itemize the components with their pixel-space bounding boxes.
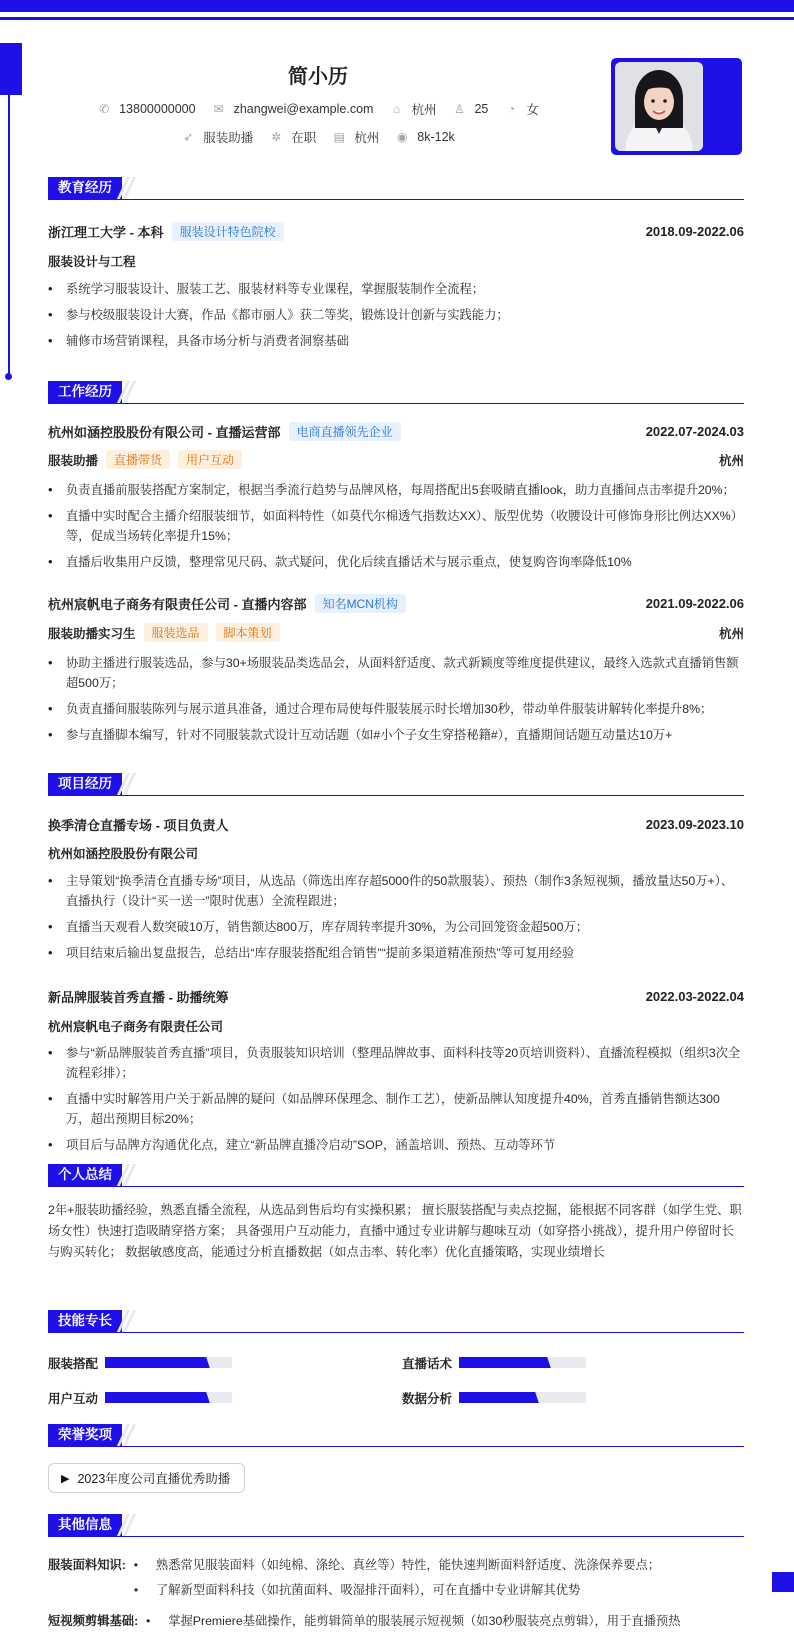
- role-tag: 用户互动: [178, 450, 242, 469]
- job-intent-row: [48, 128, 588, 146]
- project-company-text: 杭州如涵控股股份有限公司: [48, 847, 199, 861]
- other-info-row: 服装面料知识: • 熟悉常见服装面料（如纯棉、涤纶、真丝等）特性，能快速判断面料舒适度、洗涤保养要点；: [48, 1555, 744, 1575]
- project-company: [48, 844, 744, 862]
- contact-row: [48, 100, 588, 118]
- section-divider: [48, 1536, 744, 1537]
- company-name: 杭州如涵控股股份有限公司 - 直播运营部: [48, 425, 281, 440]
- left-decoration-block: [0, 43, 22, 95]
- role-tag: 直播带货: [106, 450, 170, 469]
- section-divider: [48, 1186, 744, 1187]
- education-date: 2018.09-2022.06: [645, 224, 744, 239]
- skill-name: 数据分析: [402, 1392, 453, 1406]
- city-item: [332, 128, 379, 146]
- section-divider: [48, 1332, 744, 1333]
- skill-name: 用户互动: [48, 1392, 99, 1406]
- other-info-row: • 了解新型面料科技（如抗菌面料、吸湿排汗面料），可在直播中专业讲解其优势: [126, 1580, 744, 1600]
- age-icon: ♙: [454, 102, 465, 116]
- project-date: 2022.03-2022.04: [645, 989, 744, 1004]
- other-text: 了解新型面料科技（如抗菌面料、吸湿排汗面料），可在直播中专业讲解其优势: [156, 1583, 581, 1597]
- project-company: [48, 1017, 744, 1035]
- status-item: [269, 128, 316, 146]
- award-item[interactable]: [48, 1463, 245, 1493]
- gender-icon: ◔: [507, 102, 515, 116]
- education-header-row: [48, 222, 744, 241]
- section-other: [48, 1513, 744, 1537]
- education-bullets: [48, 279, 744, 357]
- skill-item: [402, 1354, 460, 1372]
- section-projects: [48, 772, 744, 796]
- project-date: 2023.09-2023.10: [645, 817, 744, 832]
- age-item: [452, 102, 488, 116]
- section-awards: [48, 1423, 744, 1447]
- other-text: 掌握Premiere基础操作，能剪辑简单的服装展示短视频（如30秒服装亮点剪辑），用于直播预热: [168, 1614, 681, 1628]
- skill-bar: [105, 1357, 232, 1368]
- list-item: • 直播中实时解答用户关于新品牌的疑问（如品牌环保理念、制作工艺），使新品牌认知度提升40%，首秀直播销售额达300万，超出预期目标20%；: [48, 1089, 744, 1129]
- photo-frame: [611, 58, 742, 155]
- skill-name: 直播话术: [402, 1357, 453, 1371]
- role-tag: 服装选品: [144, 623, 208, 642]
- project-bullets: [48, 871, 744, 969]
- section-divider: [48, 795, 744, 796]
- skill-bar: [459, 1392, 586, 1403]
- list-item: • 主导策划“换季清仓直播专场”项目，从选品（筛选出库存超5000件的50款服装）、预热（制作3条短视频，播放量达50万+）、直播执行（设计“买一送一”限时优惠）全流程跟进；: [48, 871, 744, 911]
- project-bullets: [48, 1043, 744, 1161]
- skill-item: [48, 1389, 106, 1407]
- education-major: [48, 252, 744, 270]
- list-item: • 参与直播脚本编写，针对不同服装款式设计互动话题（如#小个子女生穿搭秘籍#），直播期间话题互动量达10万+: [48, 725, 744, 745]
- job-icon: ➶: [183, 130, 194, 144]
- work-city: 杭州: [718, 453, 744, 468]
- email-text: zhangwei@example.com: [233, 102, 374, 116]
- left-decoration-line: [8, 95, 10, 377]
- list-item: • 协助主播进行服装选品，参与30+场服装品类选品会，从面料舒适度、款式新颖度等维度提供建议，最终入选款式直播销售额超500万；: [48, 653, 744, 693]
- role-tag: 脚本策划: [216, 623, 280, 642]
- status-text: 在职: [291, 131, 317, 145]
- section-education: [48, 176, 744, 200]
- top-accent-bar: [0, 0, 794, 12]
- section-title: 项目经历: [48, 773, 122, 795]
- job-text: 服装助播: [203, 131, 254, 145]
- work-header-row: [48, 594, 744, 613]
- section-summary: [48, 1163, 744, 1187]
- section-title: 其他信息: [48, 1514, 122, 1536]
- project-title: 新品牌服装首秀直播 - 助播统筹: [48, 990, 229, 1005]
- company-name: 杭州宸帆电子商务有限责任公司 - 直播内容部: [48, 597, 307, 612]
- salary-item: [395, 130, 455, 144]
- left-decoration-dot: [5, 373, 12, 380]
- list-item: • 系统学习服装设计、服装工艺、服装材料等专业课程，掌握服装制作全流程；: [48, 279, 744, 299]
- work-city: 杭州: [718, 626, 744, 641]
- skill-item: [402, 1389, 460, 1407]
- skill-bar-fill: [105, 1392, 204, 1403]
- location-text: 杭州: [411, 103, 437, 117]
- work-bullets: [48, 480, 744, 578]
- section-title: 教育经历: [48, 177, 122, 199]
- role-name: 服装助播实习生: [48, 626, 136, 641]
- section-stripes: [120, 773, 132, 795]
- location-item: [389, 100, 436, 118]
- phone-text: 13800000000: [119, 102, 196, 116]
- work-header-row: [48, 422, 744, 441]
- list-item: • 参与校级服装设计大赛，作品《都市丽人》获二等奖，锻炼设计创新与实践能力；: [48, 305, 744, 325]
- section-title: 个人总结: [48, 1164, 122, 1186]
- list-item: • 项目后与品牌方沟通优化点，建立“新品牌直播冷启动”SOP，涵盖培训、预热、互动等环节: [48, 1135, 744, 1155]
- section-stripes: [120, 1424, 132, 1446]
- section-divider: [48, 403, 744, 404]
- list-item: • 直播后收集用户反馈，整理常见尺码、款式疑问，优化后续直播话术与展示重点，使复购咨询率降低10%: [48, 552, 744, 572]
- home-icon: ⌂: [392, 102, 401, 116]
- skill-bar-fill: [459, 1357, 545, 1368]
- list-item: • 负责直播前服装搭配方案制定，根据当季流行趋势与品牌风格，每周搭配出5套吸睛直播look，助力直播间点击率提升20%；: [48, 480, 744, 500]
- candidate-name: 简小历: [288, 66, 348, 88]
- phone-item: [97, 102, 195, 116]
- section-title: 技能专长: [48, 1310, 122, 1332]
- skill-bar-fill: [105, 1357, 204, 1368]
- skill-name: 服装搭配: [48, 1357, 99, 1371]
- profile-photo: [615, 62, 703, 151]
- gender-text: 女: [526, 103, 539, 117]
- other-info-row: 短视频剪辑基础: • 掌握Premiere基础操作，能剪辑简单的服装展示短视频（如30秒服装亮点剪辑），用于直播预热: [48, 1611, 744, 1631]
- skill-bar-fill: [459, 1392, 533, 1403]
- job-item: [181, 128, 253, 146]
- work-role-row: [48, 623, 744, 642]
- school-name: 浙江理工大学 - 本科: [48, 225, 164, 240]
- play-triangle-icon: ▶: [61, 1472, 70, 1485]
- section-stripes: [120, 1164, 132, 1186]
- project-company-text: 杭州宸帆电子商务有限责任公司: [48, 1020, 224, 1034]
- section-skills: [48, 1309, 744, 1333]
- skill-bar: [459, 1357, 586, 1368]
- other-label: 服装面料知识:: [48, 1558, 126, 1572]
- other-label: 短视频剪辑基础:: [48, 1614, 139, 1628]
- section-divider: [48, 1446, 744, 1447]
- mail-icon: ✉: [213, 102, 224, 116]
- list-item: • 直播当天观看人数突破10万，销售额达800万，库存周转率提升30%，为公司回笼资金超500万；: [48, 917, 744, 937]
- major-text: 服装设计与工程: [48, 255, 136, 269]
- list-item: • 负责直播间服装陈列与展示道具准备，通过合理布局使每件服装展示时长增加30秒，带动单件服装讲解转化率提升8%；: [48, 699, 744, 719]
- summary-text: 2年+服装助播经验，熟悉直播全流程，从选品到售后均有实操积累； 擅长服装搭配与卖点挖掘，能根据不同客群（如学生党、职场女性）快速打造吸睛穿搭方案； 具备强用户互动能力，直播中通过专业讲解与趣味互动（如穿搭小挑战），提升用户停留时长与购买转化； 数据敏感度高，能通过分析直播数据（如点击率、转化率）优化直播策略，实现业绩增长: [48, 1203, 742, 1259]
- section-divider: [48, 199, 744, 200]
- gender-item: [504, 100, 539, 118]
- skill-bar: [105, 1392, 232, 1403]
- section-stripes: [120, 177, 132, 199]
- section-title: 荣誉奖项: [48, 1424, 122, 1446]
- section-title: 工作经历: [48, 381, 122, 403]
- phone-icon: ✆: [99, 102, 110, 116]
- section-stripes: [120, 1310, 132, 1332]
- section-work: [48, 380, 744, 404]
- section-stripes: [120, 381, 132, 403]
- top-accent-line: [0, 17, 794, 20]
- work-bullets: [48, 653, 744, 751]
- list-item: • 参与“新品牌服装首秀直播”项目，负责服装知识培训（整理品牌故事、面料科技等20页培训资料）、直播流程模拟（组织3次全流程彩排）；: [48, 1043, 744, 1083]
- salary-icon: ◉: [397, 130, 408, 144]
- company-tag: 电商直播领先企业: [289, 422, 401, 441]
- city-icon: ▤: [333, 130, 345, 144]
- project-header-row: [48, 987, 744, 1006]
- work-date: 2021.09-2022.06: [645, 596, 744, 611]
- right-decoration-block: [772, 1572, 794, 1592]
- age-text: 25: [474, 102, 489, 116]
- work-role-row: [48, 450, 744, 469]
- company-tag: 知名MCN机构: [315, 594, 406, 613]
- list-item: • 直播中实时配合主播介绍服装细节，如面料特性（如莫代尔棉透气指数达XX）、版型优势（收腰设计可修饰身形比例达XX%）等，促成当场转化率提升15%；: [48, 506, 744, 546]
- work-date: 2022.07-2024.03: [645, 424, 744, 439]
- other-text: 熟悉常见服装面料（如纯棉、涤纶、真丝等）特性，能快速判断面料舒适度、洗涤保养要点；: [155, 1558, 661, 1572]
- list-item: • 辅修市场营销课程，具备市场分析与消费者洞察基础: [48, 331, 744, 351]
- award-text: 2023年度公司直播优秀助播: [77, 1472, 231, 1486]
- city-text: 杭州: [354, 131, 380, 145]
- school-tag: 服装设计特色院校: [172, 222, 284, 241]
- resume-header: [48, 56, 748, 156]
- role-name: 服装助播: [48, 453, 99, 468]
- skill-item: [48, 1354, 106, 1372]
- project-header-row: [48, 815, 744, 834]
- project-title: 换季清仓直播专场 - 项目负责人: [48, 818, 229, 833]
- section-stripes: [120, 1514, 132, 1536]
- list-item: • 项目结束后输出复盘报告，总结出“库存服装搭配组合销售”“提前多渠道精准预热”等可复用经验: [48, 943, 744, 963]
- email-item: [212, 102, 374, 116]
- salary-text: 8k-12k: [417, 130, 455, 144]
- status-icon: ✲: [271, 130, 282, 144]
